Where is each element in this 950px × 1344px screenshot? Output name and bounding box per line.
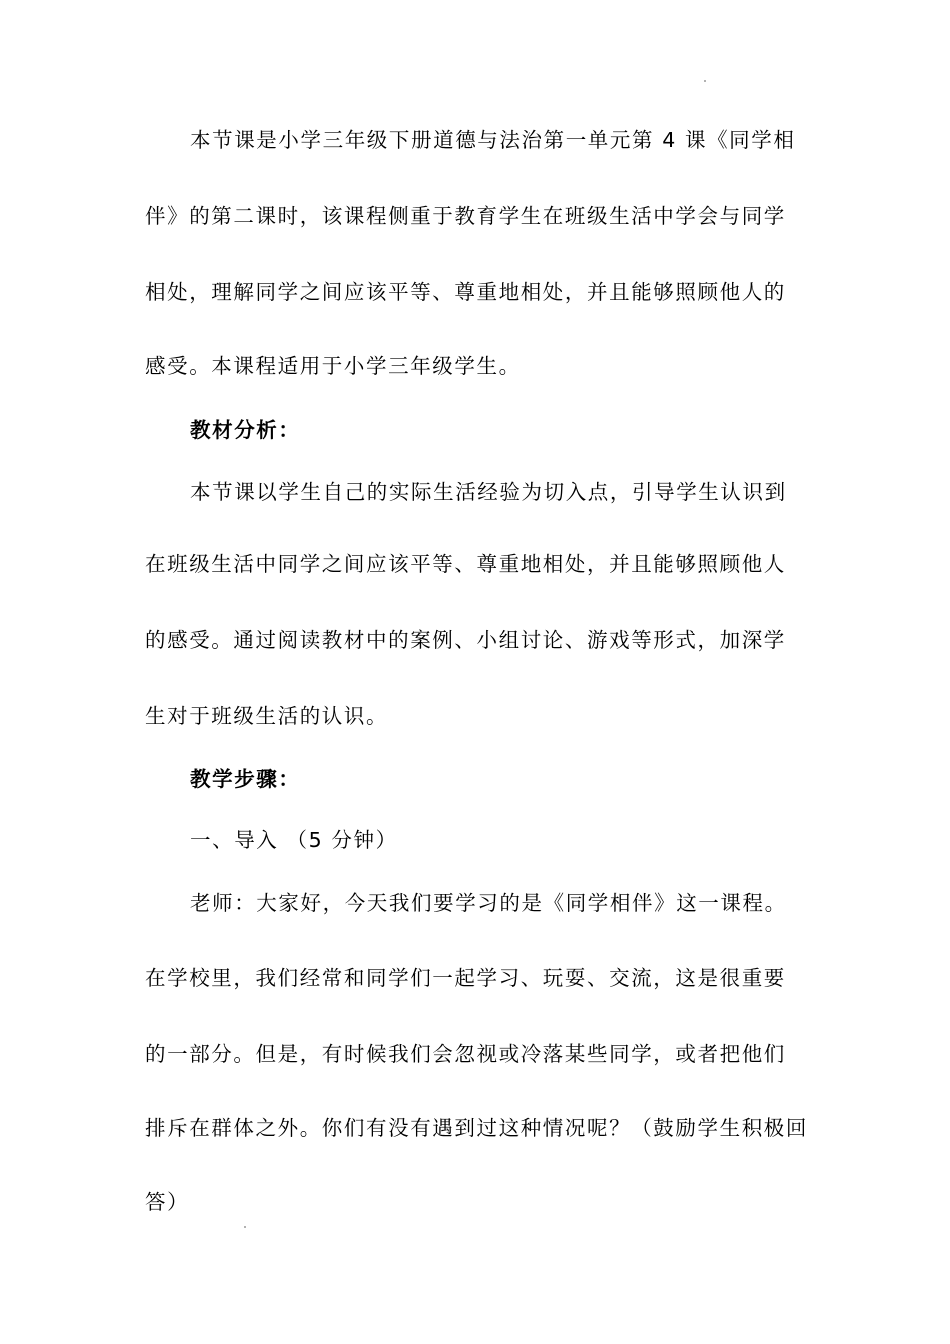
paragraph-line: 排斥在群体之外。你们有没有遇到过这种情况呢？（鼓励学生积极回 (145, 1116, 808, 1140)
paragraph-line: 伴》的第二课时，该课程侧重于教育学生在班级生活中学会与同学 (145, 204, 786, 228)
step-title: 一、导入 （5 分钟） (190, 828, 398, 852)
section-heading: 教材分析： (190, 418, 301, 442)
paragraph-line: 本节课以学生自己的实际生活经验为切入点，引导学生认识到 (190, 480, 787, 504)
footer-mark (244, 1226, 246, 1228)
paragraph-line: 相处，理解同学之间应该平等、尊重地相处，并且能够照顾他人的 (145, 280, 786, 304)
paragraph-line: 在班级生活中同学之间应该平等、尊重地相处，并且能够照顾他人 (145, 552, 786, 576)
paragraph-line: 在学校里，我们经常和同学们一起学习、玩耍、交流，这是很重要 (145, 966, 786, 990)
paragraph-line: 感受。本课程适用于小学三年级学生。 (145, 354, 521, 378)
header-mark (704, 80, 706, 82)
paragraph-line: 答） (145, 1190, 190, 1214)
section-heading: 教学步骤： (190, 767, 301, 791)
paragraph-line: 的一部分。但是，有时候我们会忽视或冷落某些同学，或者把他们 (145, 1042, 786, 1066)
paragraph-line: 的感受。通过阅读教材中的案例、小组讨论、游戏等形式，加深学 (145, 628, 786, 652)
paragraph-line: 老师：大家好，今天我们要学习的是《同学相伴》这一课程。 (190, 891, 787, 915)
paragraph-line: 本节课是小学三年级下册道德与法治第一单元第 4 课《同学相 (190, 128, 796, 152)
paragraph-line: 生对于班级生活的认识。 (145, 704, 389, 728)
